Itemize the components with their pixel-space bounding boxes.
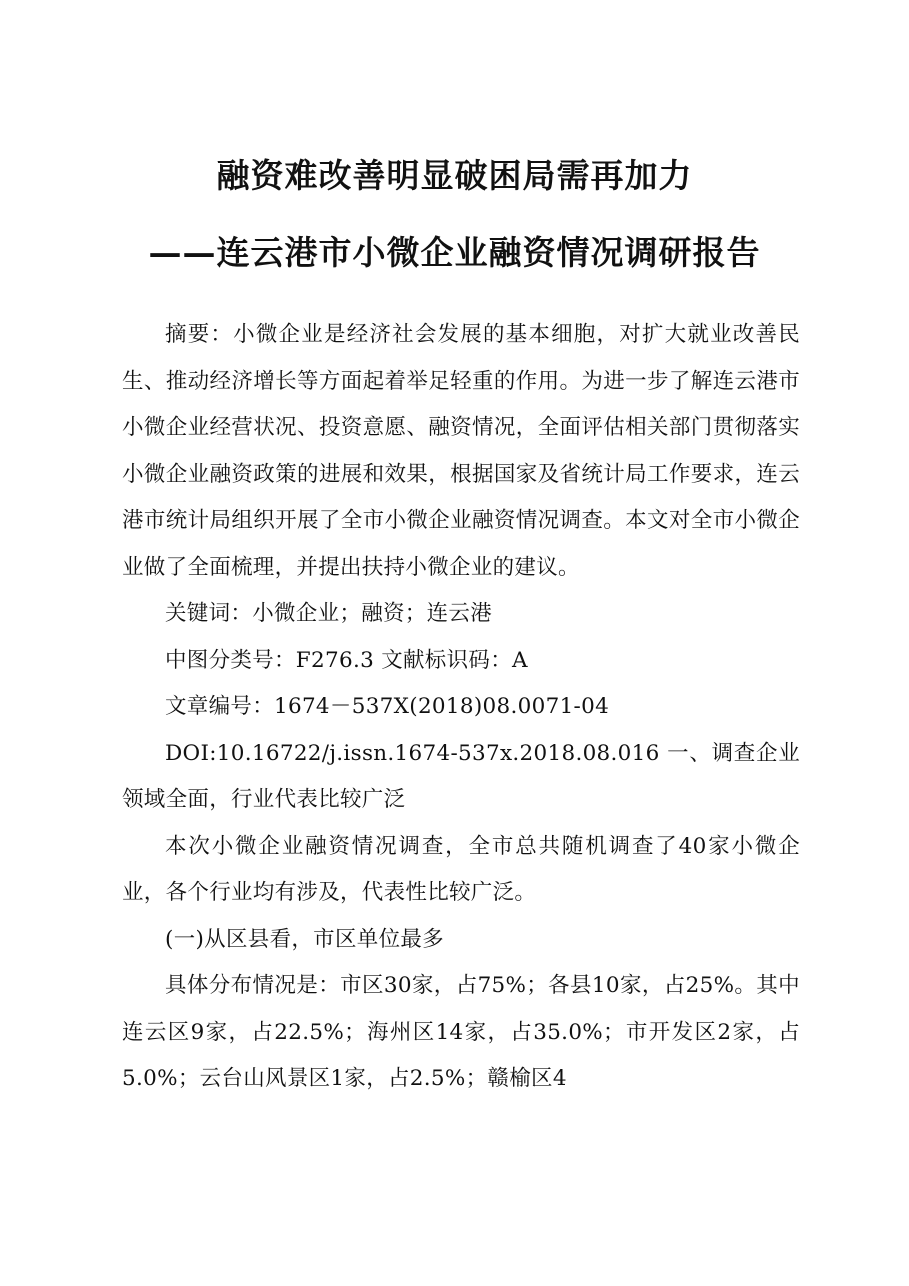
classification-line: 中图分类号：F276.3 文献标识码：A — [165, 647, 528, 673]
document-body — [122, 312, 800, 1103]
document-title: 融资难改善明显破困局需再加力 — [216, 156, 693, 195]
section-heading: (一)从区县看，市区单位最多 — [165, 926, 444, 952]
article-number-line: 文章编号：1674－537X(2018)08.0071-04 — [165, 694, 610, 719]
keywords-line: 关键词：小微企业；融资；连云港 — [165, 601, 493, 626]
body-paragraph: 本次小微企业融资情况调查，全市总共随机调查了40家小微企业，各个行业均有涉及，代表性比较广泛。 — [122, 833, 800, 905]
document-subtitle: ——连云港市小微企业融资情况调研报告 — [148, 233, 761, 272]
body-paragraph: 具体分布情况是：市区30家，占75%；各县10家，占25%。其中连云区9家，占22.5%；海州区14家，占35.0%；市开发区2家，占5.0%；云台山风景区1家，占2.5%；赣榆区4 — [122, 973, 800, 1091]
doi-line: DOI:10.16722/j.issn.1674-537x.2018.08.016 一、调查企业领域全面，行业代表比较广泛 — [122, 740, 800, 812]
abstract-paragraph: 摘要：小微企业是经济社会发展的基本细胞，对扩大就业改善民生、推动经济增长等方面起着举足轻重的作用。为进一步了解连云港市小微企业经营状况、投资意愿、融资情况，全面评估相关部门贯彻落实小微企业融资政策的进展和效果，根据国家及省统计局工作要求，连云港市统计局组织开展了全市小微企业融资情况调查。本文对全市小微企业做了全面梳理，并提出扶持小微企业的建议。 — [122, 322, 800, 580]
